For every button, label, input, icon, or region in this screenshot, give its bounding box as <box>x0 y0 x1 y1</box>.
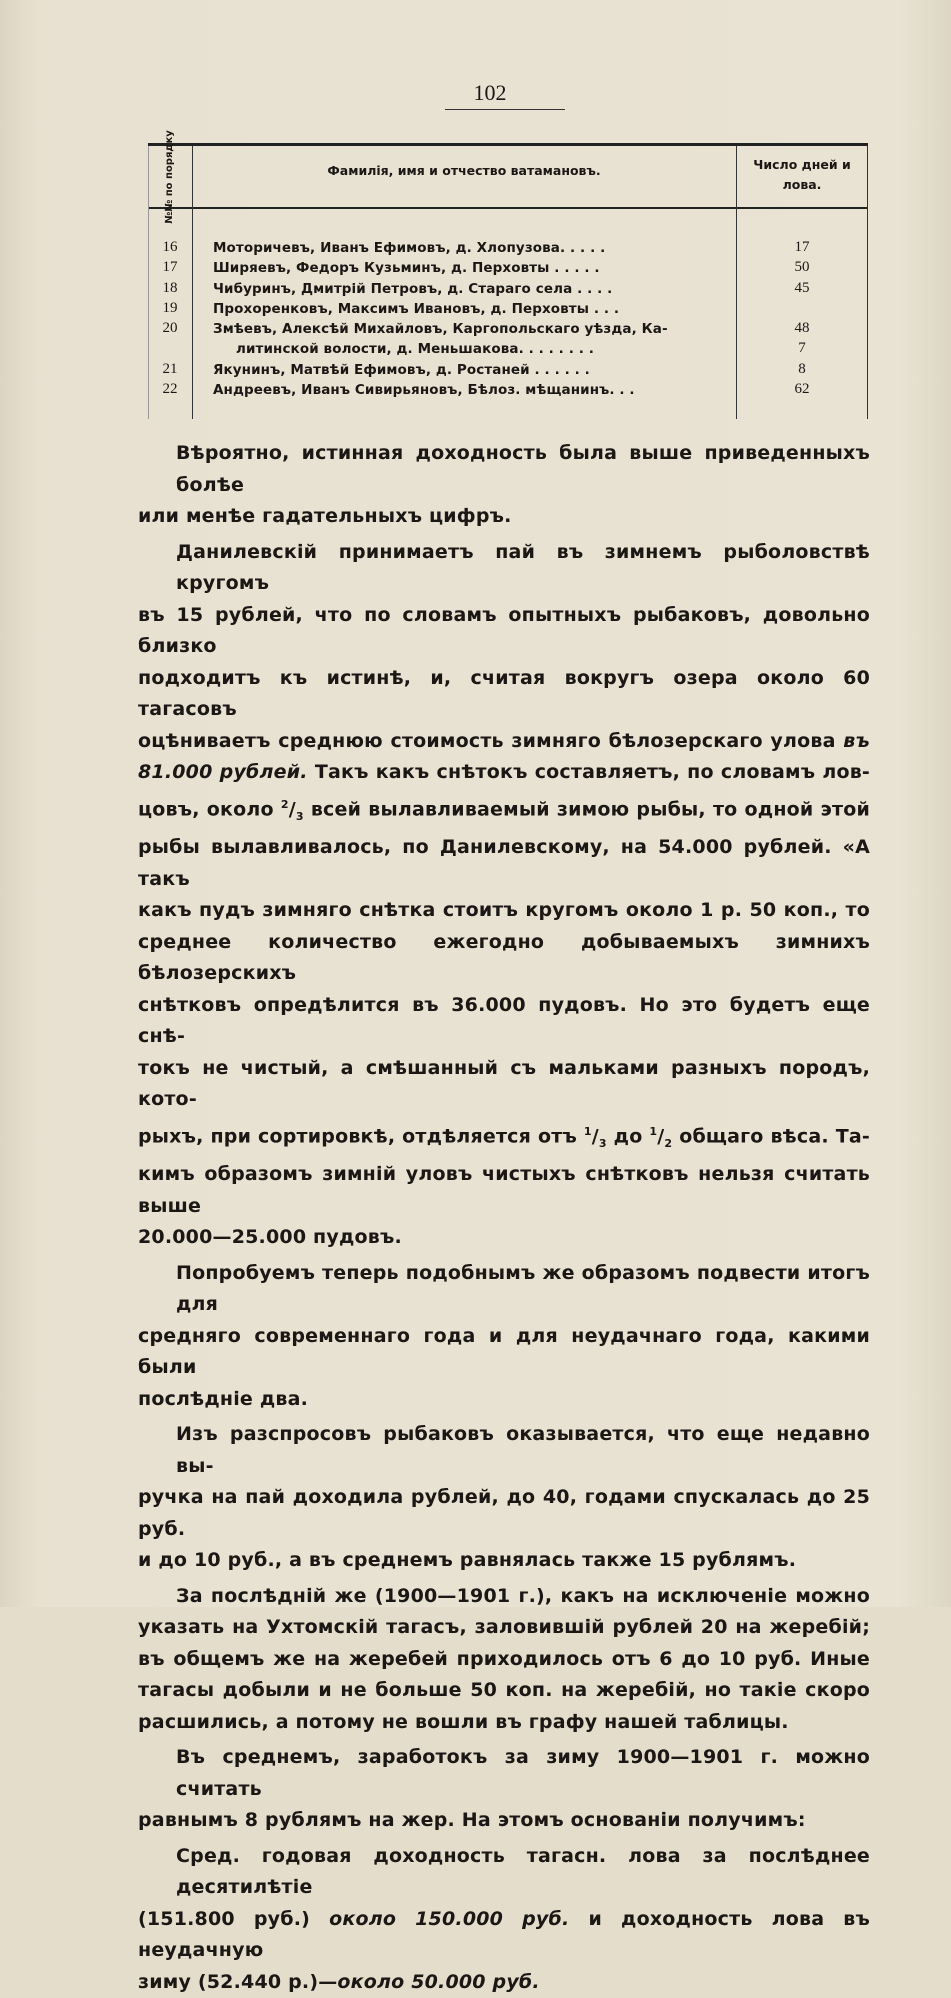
row-days: 17 <box>794 239 810 255</box>
header-days-column: Число дней и лова. <box>753 157 851 192</box>
text-fragment: и доходность лова въ неудачную <box>138 1907 870 1962</box>
paragraph-6 <box>138 1742 870 1837</box>
text-line: Сред. годовая доходность тагасн. лова за послѣднее десятилѣтіе <box>176 1844 870 1899</box>
text-line: Изъ разспросовъ рыбаковъ оказывается, что еще недавно вы- <box>176 1423 870 1477</box>
atamans-table <box>148 130 868 419</box>
text-line: снѣтковъ опредѣлится въ 36.000 пудовъ. Но это будетъ еще снѣ- <box>138 993 870 1048</box>
paragraph-2 <box>138 537 870 1254</box>
row-number: 22 <box>162 381 178 398</box>
text-line: токъ не чистый, а смѣшанный съ мальками разныхъ породъ, кото- <box>138 1056 870 1111</box>
fraction-numerator: 2 <box>280 797 289 811</box>
table-top-rule <box>148 143 868 146</box>
text-line: въ общемъ же на жеребей приходилось отъ 6 до 10 руб. Иные <box>138 1647 870 1670</box>
page-number-rule <box>445 109 565 110</box>
paragraph-1 <box>138 438 870 533</box>
text-line: въ 15 рублей, что по словамъ опытныхъ рыбаковъ, довольно близко <box>138 603 870 657</box>
italic-fragment: около 50.000 руб. <box>337 1970 540 1993</box>
row-number: 17 <box>162 259 178 276</box>
table-row <box>148 340 868 360</box>
table-row <box>148 259 868 279</box>
text-line: цовъ, около $^2/_3$ всей вылавливаемый зимою рыбы, то одной этой <box>138 797 870 823</box>
header-number-column <box>150 130 190 224</box>
text-line <box>138 1967 870 1998</box>
fraction-denominator: 2 <box>664 1136 673 1150</box>
text-line: ручка на пай доходила рублей, до 40, годами спускалась до 25 руб. <box>138 1486 870 1540</box>
table-row <box>148 320 868 340</box>
text-line: тагасы добыли и не больше 50 коп. на жеребій, но такіе скоро <box>138 1679 870 1702</box>
paragraph-5 <box>138 1581 870 1739</box>
text-line: 20.000—25.000 пудовъ. <box>138 1226 402 1249</box>
header-name-column: Фамилія, имя и отчество ватамановъ. <box>327 163 601 178</box>
text-fragment: зиму (52.440 р.)— <box>138 1970 338 1993</box>
row-name: Якунинъ, Матвѣй Ефимовъ, д. Ростаней . . . . . . <box>213 361 590 378</box>
text-line <box>138 757 870 789</box>
row-number: 16 <box>162 239 178 255</box>
text-line: За послѣдній же (1900—1901 г.), какъ на исключеніе можно <box>176 1584 870 1607</box>
row-name: Змѣевъ, Алексѣй Михайловъ, Каргопольскаго уѣзда, Ка- <box>213 321 668 338</box>
text-fragment: Такъ какъ снѣтокъ составляетъ, по словамъ лов- <box>314 761 871 783</box>
text-line: послѣдніе два. <box>138 1387 309 1410</box>
text-line: среднее количество ежегодно добываемыхъ зимнихъ бѣлозерскихъ <box>138 930 870 985</box>
table-header-rule <box>148 207 868 209</box>
row-number: 18 <box>162 279 178 296</box>
paragraph-7 <box>138 1841 870 1998</box>
paragraph-4 <box>138 1419 870 1577</box>
text-fragment: оцѣниваетъ среднюю стоимость зимняго бѣлозерскаго улова <box>138 729 836 752</box>
row-days: 8 <box>798 360 806 377</box>
text-fragment: общаго вѣса. Та- <box>679 1124 870 1147</box>
text-line: рыбы вылавливалось, по Данилевскому, на 54.000 рублей. «А такъ <box>138 836 870 890</box>
row-name: литинской волости, д. Меньшакова. . . . . . . . <box>236 341 595 358</box>
table-row <box>148 381 868 401</box>
text-fragment: всей вылавливаемый зимою рыбы, то одной этой <box>310 797 870 820</box>
text-line: кимъ образомъ зимній уловъ чистыхъ снѣтковъ нельзя считать выше <box>138 1163 870 1217</box>
row-number: 21 <box>162 360 178 377</box>
page-number: 102 <box>473 80 507 105</box>
row-days: 45 <box>794 279 810 296</box>
row-name: Чибуринъ, Дмитрій Петровъ, д. Стараго села . . . . <box>213 280 613 297</box>
text-line: равнымъ 8 рублямъ на жер. На этомъ основаніи получимъ: <box>138 1809 806 1832</box>
row-name: Андреевъ, Иванъ Сивирьяновъ, Бѣлоз. мѣщанинъ. . . <box>213 382 635 399</box>
italic-fragment: 81.000 рублей. <box>138 761 308 783</box>
text-line: расшились, а потому не вошли въ графу нашей таблицы. <box>138 1710 789 1733</box>
row-days: 62 <box>794 381 810 398</box>
row-number: 20 <box>162 320 178 337</box>
text-line: Данилевскій принимаетъ пай въ зимнемъ рыболовствѣ кругомъ <box>176 540 870 594</box>
row-name: Моторичевъ, Иванъ Ефимовъ, д. Хлопузова. . . . . <box>213 240 606 256</box>
row-name: Ширяевъ, Федоръ Кузьминъ, д. Перховты . . . . . <box>213 260 600 277</box>
row-days: 7 <box>798 340 806 357</box>
text-fragment: до <box>613 1124 643 1147</box>
table-body <box>148 239 868 401</box>
text-line: подходитъ къ истинѣ, и, считая вокругъ озера около 60 тагасовъ <box>138 666 870 720</box>
text-line: или менѣе гадательныхъ цифръ. <box>138 505 512 527</box>
text-line: Попробуемъ теперь подобнымъ же образомъ подвести итогъ для <box>176 1261 870 1316</box>
table-row <box>148 300 868 320</box>
header-number-label: №№ по порядку <box>164 130 176 224</box>
paragraph-3 <box>138 1258 870 1416</box>
text-line: и до 10 руб., а въ среднемъ равнялась также 15 рублямъ. <box>138 1549 797 1572</box>
table-row <box>148 280 868 300</box>
text-line: указать на Ухтомскій тагасъ, заловившій рублей 20 на жеребій; <box>138 1616 870 1639</box>
text-fragment: рыхъ, при сортировкѣ, отдѣляется отъ <box>138 1124 577 1147</box>
text-line: средняго современнаго года и для неудачнаго года, какими были <box>138 1324 870 1379</box>
text-fragment: цовъ, около <box>138 797 274 820</box>
fraction-numerator: 1 <box>649 1124 658 1138</box>
table-row <box>148 361 868 381</box>
text-fragment: (151.800 руб.) <box>138 1907 311 1930</box>
fraction-numerator: 1 <box>583 1124 592 1138</box>
italic-fragment: въ <box>843 729 870 752</box>
row-name: Прохоренковъ, Максимъ Ивановъ, д. Перховты . . . <box>213 300 620 317</box>
row-days: 50 <box>794 259 810 276</box>
fraction-denominator: 3 <box>598 1136 607 1150</box>
row-days: 48 <box>794 320 810 337</box>
text-line: рыхъ, при сортировкѣ, отдѣляется отъ $^1/_3$ до $^1/_2$ общаго вѣса. Та- <box>138 1124 870 1150</box>
text-line: Вѣроятно, истинная доходность была выше приведенныхъ болѣе <box>176 442 870 496</box>
fraction-denominator: 3 <box>295 809 304 823</box>
row-number: 19 <box>162 299 178 316</box>
text-line: какъ пудъ зимняго снѣтка стоитъ кругомъ около 1 р. 50 коп., то <box>138 899 870 922</box>
text-line <box>138 726 870 758</box>
italic-fragment: около 150.000 руб. <box>329 1907 570 1930</box>
table-row <box>148 239 868 259</box>
text-line: Въ среднемъ, заработокъ за зиму 1900—1901 г. можно считать <box>176 1746 870 1800</box>
body-text <box>138 438 870 1998</box>
text-line <box>138 1904 870 1967</box>
